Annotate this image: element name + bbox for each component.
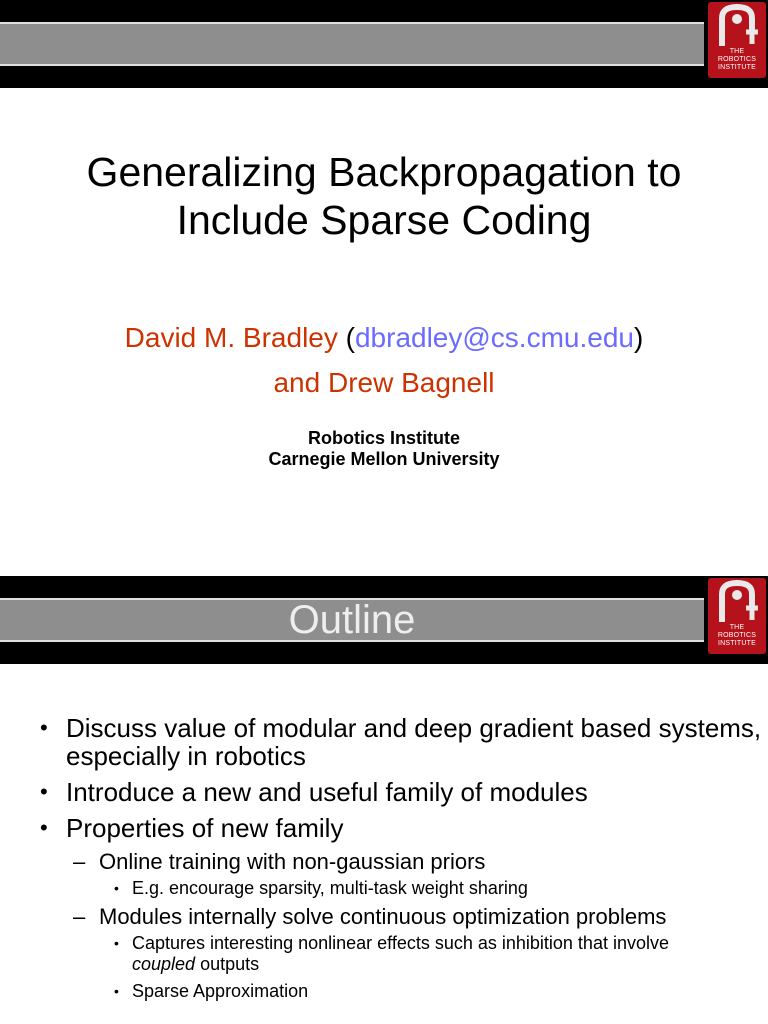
logo-line-1: THE <box>729 624 745 631</box>
bullet-text-emphasis: coupled <box>132 954 196 974</box>
header-title: Outline <box>288 598 416 642</box>
list-item <box>0 814 768 842</box>
bullet-text: Modules internally solve continuous optimization problems <box>99 904 667 929</box>
affiliation-line-2: Carnegie Mellon University <box>268 449 500 469</box>
header-bar <box>0 22 704 66</box>
list-item <box>0 933 768 975</box>
logo-line-2: ROBOTICS <box>717 56 757 63</box>
header-band <box>0 0 768 88</box>
affiliation <box>0 428 768 470</box>
slide-title <box>0 148 768 244</box>
bullet-text: Sparse Approximation <box>132 981 309 1001</box>
bullet-icon: • <box>114 983 119 999</box>
title-line-1: Generalizing Backpropagation to <box>86 149 682 195</box>
author-email-link[interactable]: dbradley@cs.cmu.edu <box>354 322 634 353</box>
author-name-1: David M. Bradley <box>124 322 338 353</box>
bullet-icon: • <box>40 715 48 740</box>
logo-text <box>708 48 766 72</box>
logo-line-2: ROBOTICS <box>717 632 757 639</box>
bullet-icon: • <box>114 880 119 896</box>
author-name-2: and Drew Bagnell <box>273 367 495 398</box>
robotics-institute-logo <box>708 578 766 654</box>
paren-open: ( <box>337 322 355 353</box>
bullet-text: E.g. encourage sparsity, multi-task weight sharing <box>132 878 528 898</box>
list-item <box>0 850 768 874</box>
list-item <box>0 714 768 770</box>
logo-line-3: INSTITUTE <box>718 640 756 647</box>
bullet-text-post: outputs <box>195 954 260 974</box>
header-band <box>0 576 768 664</box>
logo-line-1: THE <box>729 48 745 55</box>
list-item <box>0 981 768 1002</box>
bullet-list <box>0 714 768 1008</box>
list-item <box>0 878 768 899</box>
bullet-text: Introduce a new and useful family of modules <box>66 777 588 807</box>
bullet-icon: • <box>40 779 48 804</box>
bullet-icon: • <box>40 815 48 840</box>
title-line-2: Include Sparse Coding <box>176 197 592 243</box>
robotics-institute-logo <box>708 2 766 78</box>
affiliation-line-1: Robotics Institute <box>308 428 460 448</box>
list-item <box>0 905 768 929</box>
paren-close: ) <box>633 322 644 353</box>
bullet-text: Online training with non-gaussian priors <box>99 849 486 874</box>
header-bar <box>0 598 704 642</box>
bullet-text <box>132 933 669 974</box>
logo-line-3: INSTITUTE <box>718 64 756 71</box>
logo-text <box>708 624 766 648</box>
bullet-text: Discuss value of modular and deep gradient based systems, especially in robotics <box>66 713 762 771</box>
list-item <box>0 778 768 806</box>
bullet-text-pre: Captures interesting nonlinear effects such as inhibition that involve <box>132 933 669 953</box>
authors <box>0 315 768 405</box>
bullet-icon: • <box>114 935 119 951</box>
dash-icon: – <box>73 849 86 874</box>
author-line-1 <box>0 315 768 360</box>
bullet-text: Properties of new family <box>66 813 344 843</box>
outline-slide <box>0 576 768 1024</box>
dash-icon: – <box>73 904 86 929</box>
